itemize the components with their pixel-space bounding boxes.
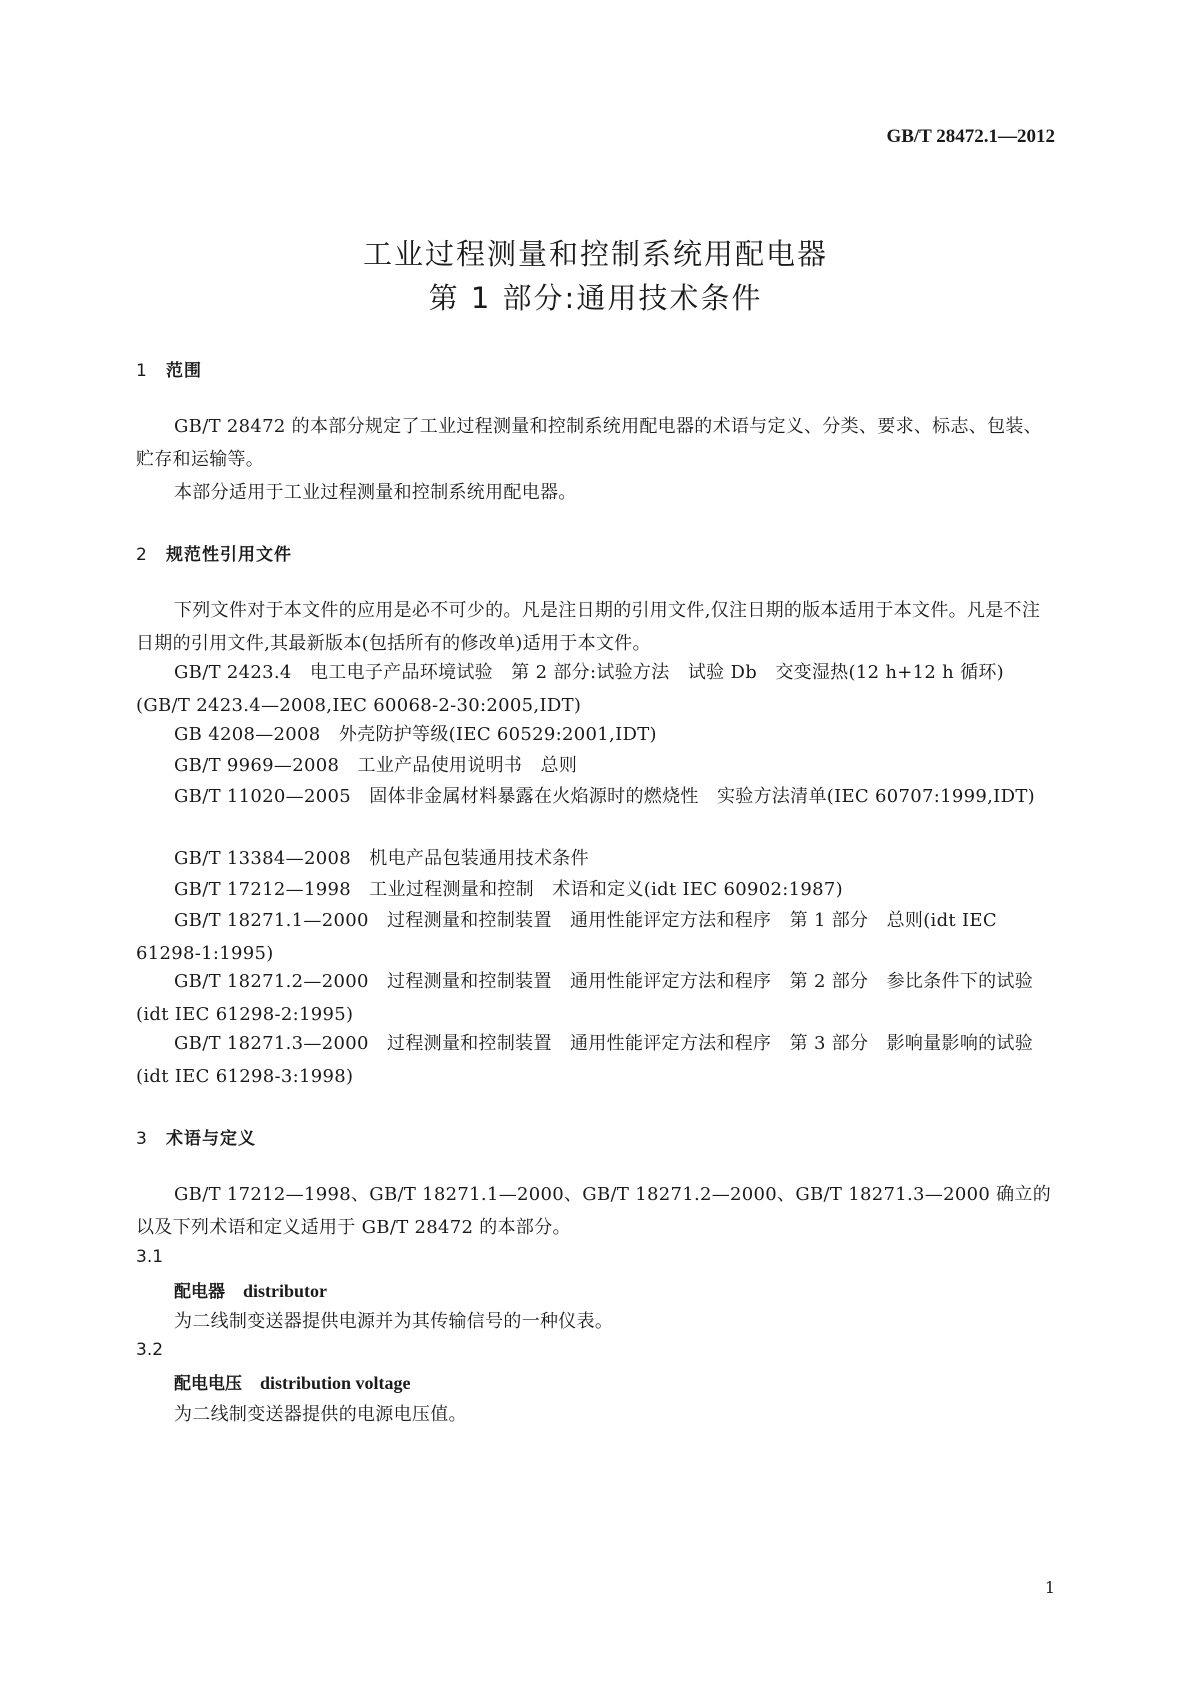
reference-item: GB/T 13384—2008 机电产品包装通用技术条件 xyxy=(174,848,589,869)
scope-paragraph-1: GB/T 28472 的本部分规定了工业过程测量和控制系统用配电器的术语与定义、分类、要求、标志、包装、贮存和运输等。 xyxy=(136,416,1042,470)
section-title: 术语与定义 xyxy=(166,1129,256,1149)
section-number: 2 xyxy=(136,545,148,565)
term-definition: 为二线制变送器提供的电源电压值。 xyxy=(174,1404,467,1425)
term-zh: 配电器 xyxy=(174,1282,225,1302)
clause-number: 3.2 xyxy=(136,1340,164,1360)
section-number: 1 xyxy=(136,361,148,381)
reference-item: GB/T 18271.3—2000 过程测量和控制装置 通用性能评定方法和程序 第 3 部分 影响量影响的试验(idt IEC 61298-3:1998) xyxy=(136,1033,1034,1087)
page-number: 1 xyxy=(1044,1578,1055,1597)
reference-item: GB/T 11020—2005 固体非金属材料暴露在火焰源时的燃烧性 实验方法清单(IEC 60707:1999,IDT) xyxy=(174,786,1035,807)
section-2-heading xyxy=(136,540,292,565)
reference-item: GB/T 18271.1—2000 过程测量和控制装置 通用性能评定方法和程序 第 1 部分 总则(idt IEC 61298-1:1995) xyxy=(136,910,997,964)
references-intro: 下列文件对于本文件的应用是必不可少的。凡是注日期的引用文件,仅注日期的版本适用于本文件。凡是不注日期的引用文件,其最新版本(包括所有的修改单)适用于本文件。 xyxy=(136,600,1041,654)
reference-item: GB/T 18271.2—2000 过程测量和控制装置 通用性能评定方法和程序 第 2 部分 参比条件下的试验(idt IEC 61298-2:1995) xyxy=(136,971,1034,1025)
reference-item: GB/T 9969—2008 工业产品使用说明书 总则 xyxy=(174,755,578,776)
reference-item: GB 4208—2008 外壳防护等级(IEC 60529:2001,IDT) xyxy=(174,724,657,745)
term-en: distributor xyxy=(243,1281,328,1301)
scope-paragraph-2: 本部分适用于工业过程测量和控制系统用配电器。 xyxy=(174,482,577,503)
reference-item: GB/T 2423.4 电工电子产品环境试验 第 2 部分:试验方法 试验 Db 交变湿热(12 h+12 h 循环)(GB/T 2423.4—2008,IEC 60068-2-30:2005,IDT) xyxy=(136,662,1004,716)
term-en: distribution voltage xyxy=(260,1373,411,1393)
section-1-heading xyxy=(136,356,202,381)
term-entry xyxy=(174,1369,411,1394)
term-zh: 配电电压 xyxy=(174,1374,242,1394)
term-entry xyxy=(174,1277,327,1302)
document-title-line1: 工业过程测量和控制系统用配电器 xyxy=(362,237,828,271)
reference-item: GB/T 17212—1998 工业过程测量和控制 术语和定义(idt IEC 60902:1987) xyxy=(174,879,843,900)
clause-number: 3.1 xyxy=(136,1247,164,1267)
document-title-line2: 第 1 部分:通用技术条件 xyxy=(428,281,763,315)
term-definition: 为二线制变送器提供电源并为其传输信号的一种仪表。 xyxy=(174,1311,614,1332)
section-3-heading xyxy=(136,1124,256,1149)
section-number: 3 xyxy=(136,1129,148,1149)
section-title: 范围 xyxy=(166,361,202,381)
standard-code: GB/T 28472.1—2012 xyxy=(886,126,1055,147)
section-title: 规范性引用文件 xyxy=(166,545,292,565)
terms-intro: GB/T 17212—1998、GB/T 18271.1—2000、GB/T 18271.2—2000、GB/T 18271.3—2000 确立的以及下列术语和定义适用于 GB/T 28472 的本部分。 xyxy=(136,1184,1052,1238)
